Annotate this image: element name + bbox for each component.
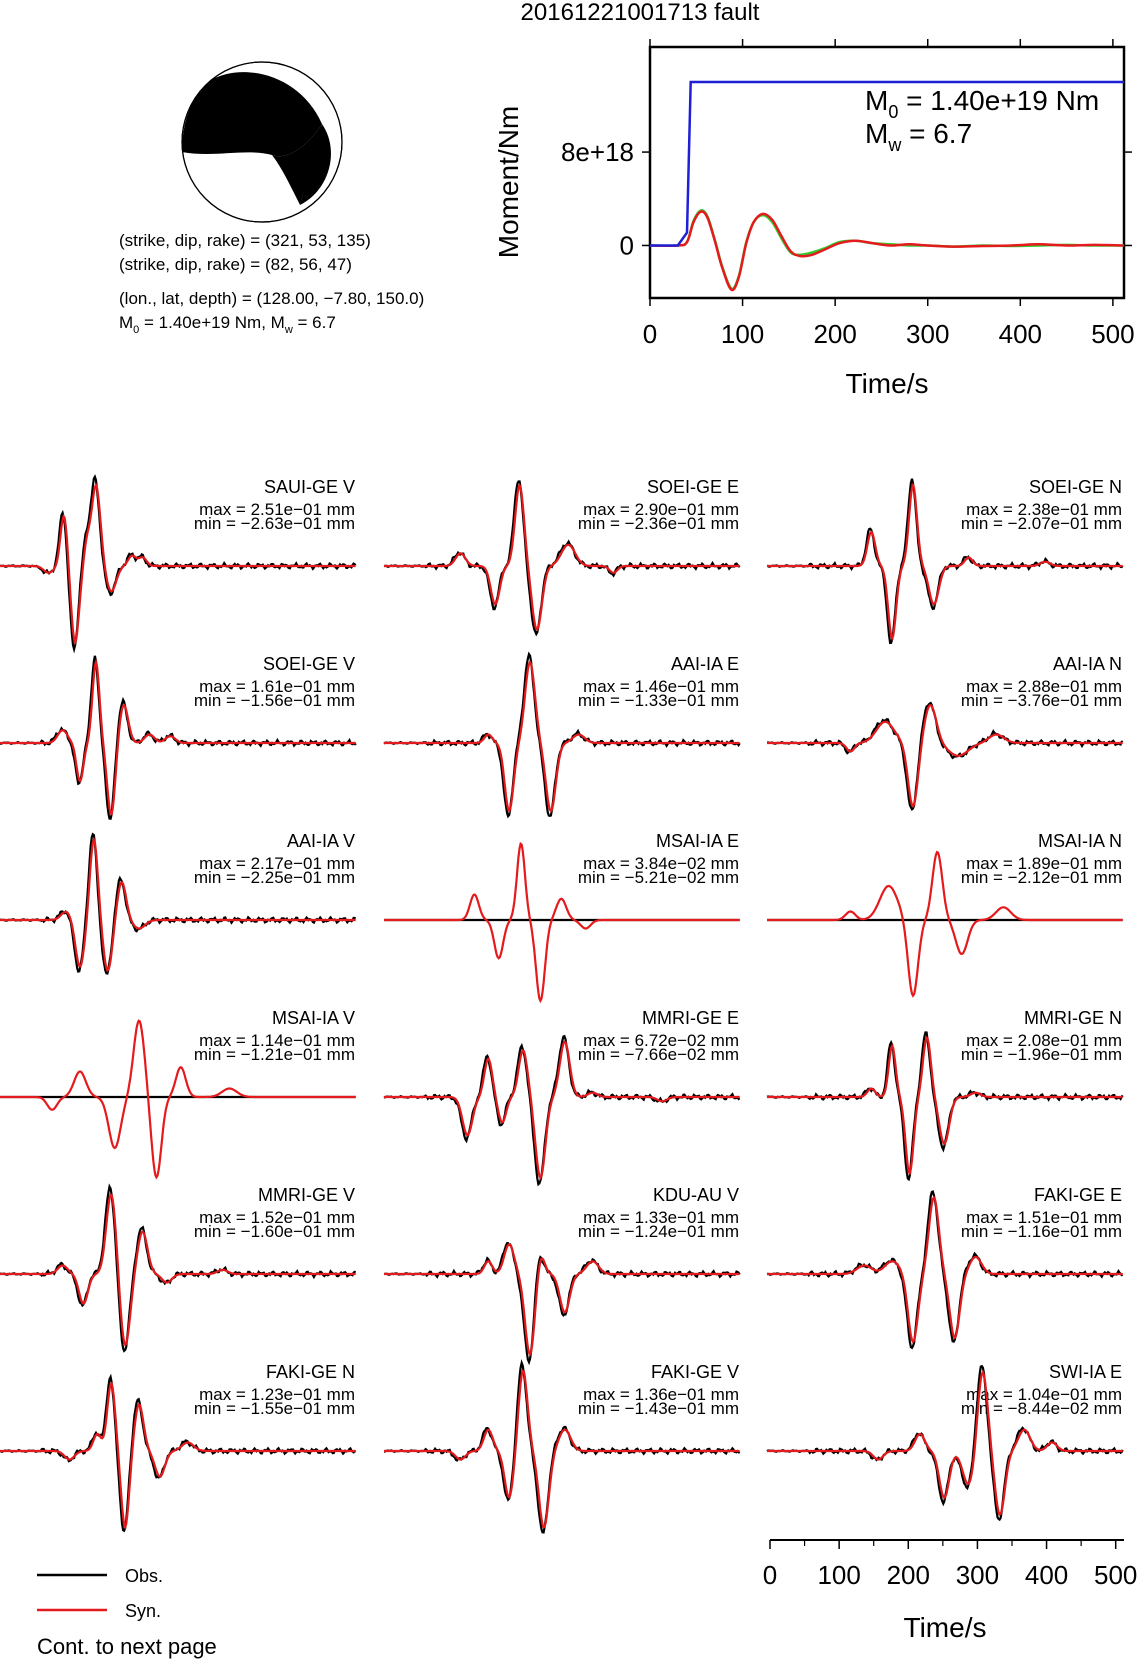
min-amplitude-label: min = −2.63e−01 mm bbox=[193, 514, 355, 533]
max-amplitude-label: max = 1.51e−01 mm bbox=[966, 1208, 1122, 1227]
max-amplitude-label: max = 1.36e−01 mm bbox=[583, 1385, 739, 1404]
min-amplitude-label: min = −1.43e−01 mm bbox=[577, 1399, 739, 1418]
station-label: AAI-IA N bbox=[1052, 654, 1122, 674]
mechanism-line-1: (strike, dip, rake) = (321, 53, 135) bbox=[119, 231, 371, 250]
bottom-xtick-label: 300 bbox=[955, 1560, 1000, 1590]
moment-xtick-label: 300 bbox=[906, 319, 950, 349]
min-amplitude-label: min = −1.60e−01 mm bbox=[193, 1222, 355, 1241]
max-amplitude-label: max = 1.23e−01 mm bbox=[199, 1385, 355, 1404]
legend-obs-label: Obs. bbox=[125, 1566, 164, 1586]
min-amplitude-label: min = −1.24e−01 mm bbox=[577, 1222, 739, 1241]
waveform-panel bbox=[0, 477, 356, 649]
station-label: AAI-IA E bbox=[670, 654, 739, 674]
min-amplitude-label: min = −1.16e−01 mm bbox=[960, 1222, 1122, 1241]
min-amplitude-label: min = −2.36e−01 mm bbox=[577, 514, 739, 533]
min-amplitude-label: min = −2.25e−01 mm bbox=[193, 868, 355, 887]
station-label: AAI-IA V bbox=[286, 831, 355, 851]
moment-chart bbox=[493, 39, 1135, 399]
waveform-panel bbox=[384, 477, 740, 634]
moment-line: $M_0 = 1.40e+19$ Nm, $M_w = 6.7$ bbox=[119, 313, 336, 336]
mechanism-line-2: (strike, dip, rake) = (82, 56, 47) bbox=[119, 255, 352, 274]
moment-ytick-label: 0 bbox=[619, 230, 634, 261]
observed-trace bbox=[767, 703, 1123, 809]
max-amplitude-label: max = 2.88e−01 mm bbox=[966, 677, 1122, 696]
figure-title: 20161221001713 fault bbox=[520, 0, 760, 26]
max-amplitude-label: max = 2.08e−01 mm bbox=[966, 1031, 1122, 1050]
min-amplitude-label: min = −1.96e−01 mm bbox=[960, 1045, 1122, 1064]
station-label: KDU-AU V bbox=[652, 1185, 739, 1205]
legend-syn-label: Syn. bbox=[125, 1601, 162, 1621]
station-label: FAKI-GE V bbox=[650, 1362, 739, 1382]
max-amplitude-label: max = 1.33e−01 mm bbox=[583, 1208, 739, 1227]
moment-xtick-label: 200 bbox=[813, 319, 857, 349]
waveform-panel bbox=[767, 654, 1123, 809]
max-amplitude-label: max = 3.84e−02 mm bbox=[583, 854, 739, 873]
moment-xtick-label: 100 bbox=[720, 319, 765, 349]
station-label: FAKI-GE E bbox=[1033, 1185, 1122, 1205]
waveform-panel bbox=[0, 1185, 356, 1351]
moment-xtick-label: 0 bbox=[642, 319, 658, 349]
max-amplitude-label: max = 1.04e−01 mm bbox=[966, 1385, 1122, 1404]
min-amplitude-label: min = −2.12e−01 mm bbox=[960, 868, 1122, 887]
waveform-panel bbox=[384, 1185, 740, 1362]
moment-series-red-trace bbox=[650, 211, 1124, 290]
max-amplitude-label: max = 1.52e−01 mm bbox=[199, 1208, 355, 1227]
waveform-panel bbox=[767, 1362, 1123, 1520]
moment-xlabel: Time/s bbox=[845, 368, 929, 399]
moment-ylabel: Moment/Nm bbox=[493, 105, 524, 259]
max-amplitude-label: max = 2.51e−01 mm bbox=[199, 500, 355, 519]
moment-ytick-label: 8e+18 bbox=[560, 137, 634, 168]
max-amplitude-label: max = 2.17e−01 mm bbox=[199, 854, 355, 873]
station-label: MMRI-GE E bbox=[642, 1008, 739, 1028]
min-amplitude-label: min = −1.33e−01 mm bbox=[577, 691, 739, 710]
station-label: MMRI-GE V bbox=[258, 1185, 355, 1205]
max-amplitude-label: max = 1.61e−01 mm bbox=[199, 677, 355, 696]
waveform-panel bbox=[384, 654, 740, 816]
synthetic-trace bbox=[384, 1244, 740, 1354]
max-amplitude-label: max = 6.72e−02 mm bbox=[583, 1031, 739, 1050]
bottom-xtick-label: 400 bbox=[1024, 1560, 1069, 1590]
beachball-icon bbox=[182, 62, 342, 222]
waveform-panel bbox=[384, 831, 740, 1001]
min-amplitude-label: min = −1.55e−01 mm bbox=[193, 1399, 355, 1418]
station-label: MMRI-GE N bbox=[1024, 1008, 1122, 1028]
station-label: SOEI-GE N bbox=[1028, 477, 1122, 497]
station-label: SOEI-GE V bbox=[262, 654, 355, 674]
bottom-xtick-label: 0 bbox=[762, 1560, 778, 1590]
waveform-panel bbox=[767, 1008, 1123, 1179]
bottom-xtick-label: 500 bbox=[1094, 1560, 1138, 1590]
location-line: (lon., lat, depth) = (128.00, −7.80, 150.0) bbox=[119, 289, 425, 308]
moment-xtick-label: 400 bbox=[998, 319, 1043, 349]
max-amplitude-label: max = 1.14e−01 mm bbox=[199, 1031, 355, 1050]
bottom-xlabel: Time/s bbox=[903, 1612, 987, 1643]
min-amplitude-label: min = −5.21e−02 mm bbox=[577, 868, 739, 887]
min-amplitude-label: min = −1.56e−01 mm bbox=[193, 691, 355, 710]
footer-note: Cont. to next page bbox=[37, 1634, 217, 1659]
min-amplitude-label: min = −7.66e−02 mm bbox=[577, 1045, 739, 1064]
max-amplitude-label: max = 1.89e−01 mm bbox=[966, 854, 1122, 873]
waveform-panel bbox=[0, 831, 356, 974]
station-label: MSAI-IA N bbox=[1037, 831, 1122, 851]
waveform-panel bbox=[0, 1362, 356, 1531]
min-amplitude-label: min = −8.44e−02 mm bbox=[960, 1399, 1122, 1418]
station-label: MSAI-IA E bbox=[655, 831, 739, 851]
bottom-xtick-label: 100 bbox=[817, 1560, 861, 1590]
moment-xtick-label: 500 bbox=[1091, 319, 1135, 349]
max-amplitude-label: max = 1.46e−01 mm bbox=[583, 677, 739, 696]
waveform-panel bbox=[767, 477, 1123, 643]
waveform-panel bbox=[767, 1185, 1123, 1348]
min-amplitude-label: min = −2.07e−01 mm bbox=[960, 514, 1122, 533]
waveform-panel bbox=[384, 1008, 740, 1184]
max-amplitude-label: max = 2.38e−01 mm bbox=[966, 500, 1122, 519]
waveform-grid bbox=[0, 477, 1123, 1533]
waveform-panel bbox=[0, 1008, 356, 1177]
bottom-time-axis bbox=[763, 1540, 1138, 1643]
moment-series-green-trace bbox=[650, 210, 1124, 289]
synthetic-trace bbox=[767, 705, 1123, 806]
min-amplitude-label: min = −1.21e−01 mm bbox=[193, 1045, 355, 1064]
waveform-panel bbox=[384, 1362, 740, 1532]
station-label: SWI-IA E bbox=[1048, 1362, 1122, 1382]
station-label: MSAI-IA V bbox=[271, 1008, 355, 1028]
legend bbox=[37, 1566, 163, 1621]
waveform-panel bbox=[0, 654, 356, 819]
min-amplitude-label: min = −3.76e−01 mm bbox=[960, 691, 1122, 710]
bottom-xtick-label: 200 bbox=[886, 1560, 930, 1590]
moment-annotation-m0: $M_0 = 1.40e+19$ Nm bbox=[865, 85, 1100, 122]
max-amplitude-label: max = 2.90e−01 mm bbox=[583, 500, 739, 519]
moment-annotation-mw: $M_w = 6.7$ bbox=[865, 118, 973, 155]
waveform-panel bbox=[767, 831, 1123, 996]
station-label: SOEI-GE E bbox=[646, 477, 739, 497]
station-label: FAKI-GE N bbox=[265, 1362, 355, 1382]
station-label: SAUI-GE V bbox=[263, 477, 355, 497]
